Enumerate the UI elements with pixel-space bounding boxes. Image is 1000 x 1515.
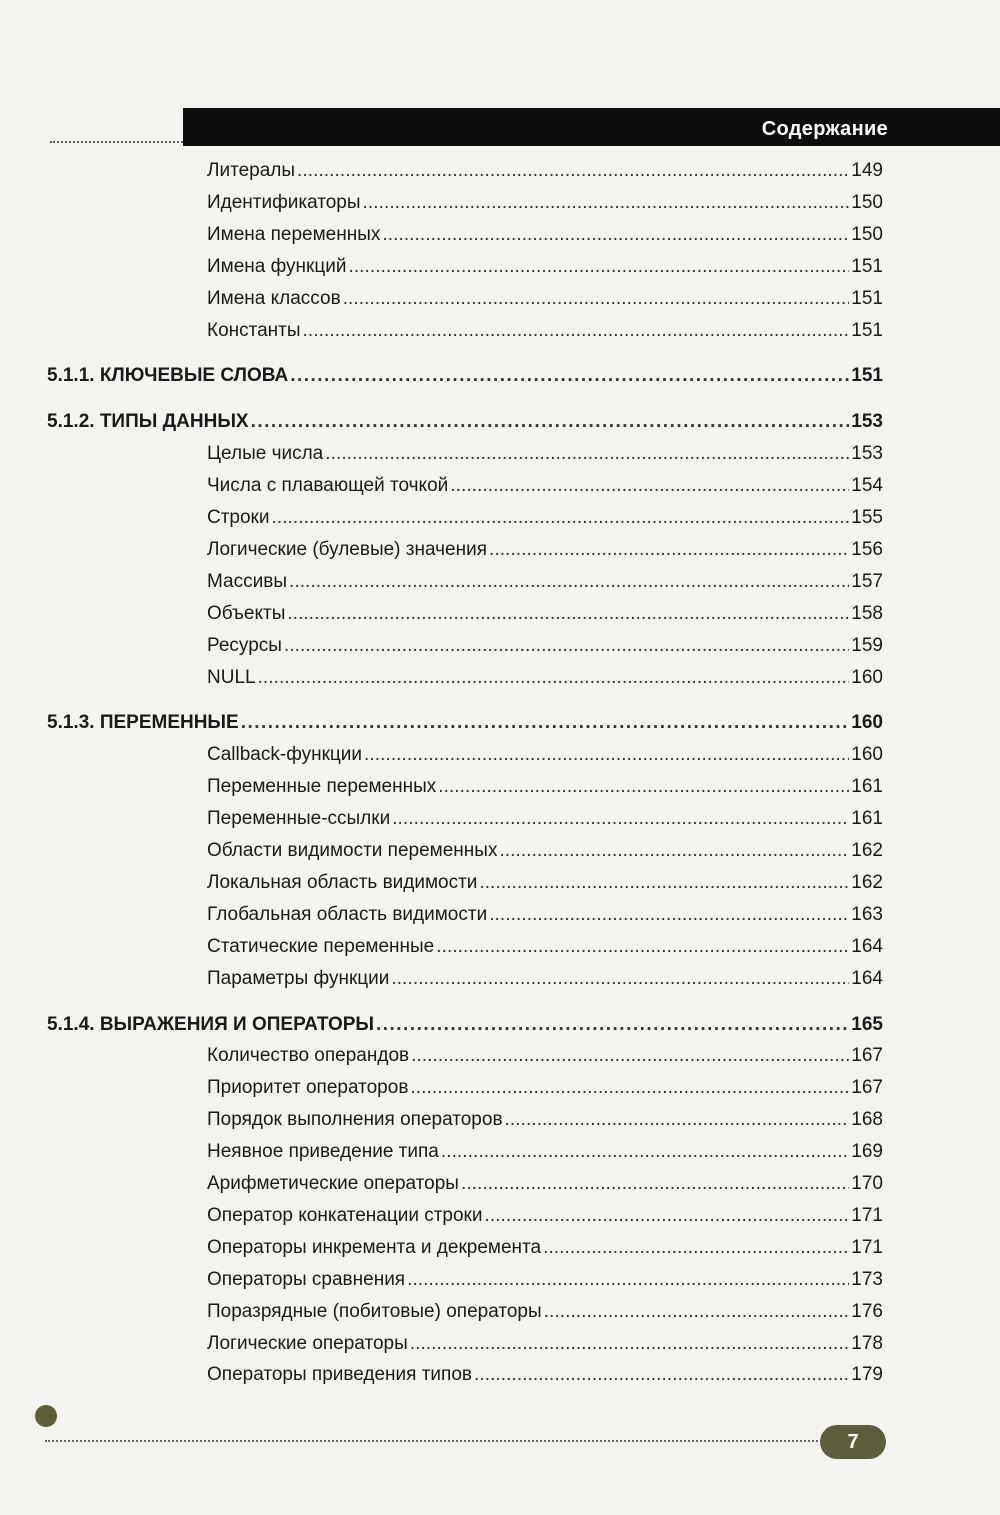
toc-entry-row [207, 635, 883, 657]
toc-entry-row [207, 1205, 883, 1227]
toc-entry-row [207, 936, 883, 958]
toc-entry-title: Неявное приведение типа [207, 1141, 439, 1163]
dot-leader [297, 160, 849, 182]
toc-entry-title: Переменные-ссылки [207, 808, 391, 830]
toc-entry-title: Имена переменных [207, 223, 381, 245]
toc-page-number: 171 [851, 1204, 883, 1226]
toc-entry-row [207, 1173, 883, 1195]
dot-leader [474, 1364, 849, 1386]
toc-page-number: 173 [851, 1268, 883, 1290]
toc-entry-title: Области видимости переменных [207, 840, 498, 861]
toc-entry-title: Логические (булевые) значения [207, 538, 487, 560]
dot-leader [543, 1237, 849, 1259]
toc-entry-title: Операторы сравнения [207, 1268, 406, 1290]
dot-leader [489, 904, 849, 926]
dot-leader [303, 320, 850, 342]
toc-entry-title: Поразрядные (побитовые) операторы [207, 1300, 542, 1322]
dot-leader [438, 776, 849, 798]
toc-entry-row [207, 1301, 883, 1323]
toc-entry-title: Идентификаторы [207, 191, 361, 213]
toc-entry-title: Порядок выполнения операторов [207, 1109, 503, 1131]
toc-entry-row [207, 1269, 883, 1291]
toc-page-number: 160 [851, 666, 883, 688]
toc-entry-title: Параметры функции [207, 967, 390, 989]
toc-entry-title: Callback-функции [207, 744, 363, 766]
toc-entry-row [207, 256, 883, 278]
toc-page-number: 163 [851, 903, 883, 925]
toc-entry-row [207, 192, 883, 214]
toc-page-number: 179 [851, 1364, 883, 1386]
toc-entry-row [207, 808, 883, 830]
toc-entry-title: Целые числа [207, 443, 324, 465]
dot-leader [271, 507, 849, 529]
toc-entry-title: Статические переменные [207, 935, 435, 957]
toc-entry-row [207, 1237, 883, 1259]
dot-leader [382, 224, 849, 246]
toc-page-number: 162 [851, 871, 883, 893]
toc-entry-title: Числа с плавающей точкой [207, 475, 449, 497]
dot-leader [407, 1269, 849, 1291]
toc-entry-row [207, 475, 883, 497]
toc-entry-title: Строки [207, 507, 270, 528]
toc-page-number: 168 [851, 1109, 883, 1131]
dot-leader [376, 1014, 849, 1036]
toc-section-row [47, 365, 883, 387]
toc-entry-title: Объекты [207, 602, 286, 624]
dot-leader [484, 1205, 849, 1227]
toc-entry-title: Количество операндов [207, 1045, 410, 1067]
dot-leader [363, 192, 850, 214]
dot-leader [450, 475, 849, 497]
toc-entry-title: Арифметические операторы [207, 1173, 459, 1194]
dot-leader [505, 1109, 850, 1131]
toc-page-number: 153 [851, 411, 883, 433]
toc-entry-title: Оператор конкатенации строки [207, 1204, 483, 1226]
toc-entry-title: Константы [207, 319, 301, 341]
dot-leader [489, 539, 849, 561]
toc-page-number: 164 [851, 967, 883, 989]
toc-entry-title: Имена функций [207, 255, 347, 277]
toc-entry-row [207, 1141, 883, 1163]
dot-leader [479, 872, 849, 894]
toc-entry-row [207, 224, 883, 246]
toc-page-number: 169 [851, 1141, 883, 1163]
dot-leader [410, 1077, 849, 1099]
toc-entry-title: Приоритет операторов [207, 1077, 409, 1099]
toc-entry-title: Массивы [207, 570, 287, 592]
toc-section-title: 5.1.1. КЛЮЧЕВЫЕ СЛОВА [47, 365, 289, 387]
toc-page-number: 162 [851, 840, 883, 861]
dot-leader [348, 256, 849, 278]
header-dotted-rule [50, 141, 183, 143]
dot-leader [343, 288, 850, 310]
toc-entry-row [207, 667, 883, 689]
toc-entry-row [207, 744, 883, 766]
toc-page-number: 151 [851, 255, 883, 277]
toc-page-number: 160 [851, 712, 883, 734]
toc-entry-row [207, 1077, 883, 1099]
toc-page-number: 154 [851, 475, 883, 497]
toc-section-title: 5.1.2. ТИПЫ ДАННЫХ [47, 411, 249, 433]
toc-entry-title: Переменные переменных [207, 776, 437, 798]
toc-entry-row [207, 776, 883, 798]
toc-entry-row [207, 872, 883, 894]
toc-entry-title: Операторы приведения типов [207, 1364, 472, 1386]
toc-entry-row [207, 1109, 883, 1131]
toc-entry-row [207, 539, 883, 561]
toc-entry-row [207, 1364, 883, 1386]
toc-entry-row [207, 160, 883, 182]
toc-section-row [47, 1014, 883, 1036]
toc-entry-row [207, 904, 883, 926]
dot-leader [436, 936, 849, 958]
toc-entry-title: Глобальная область видимости [207, 903, 488, 925]
toc-entry-title: NULL [207, 666, 256, 688]
toc-page-number: 159 [851, 634, 883, 656]
toc-section-row [47, 712, 883, 734]
dot-leader [284, 635, 849, 657]
toc-section-title: 5.1.4. ВЫРАЖЕНИЯ И ОПЕРАТОРЫ [47, 1013, 375, 1035]
dot-leader [289, 571, 849, 593]
toc-entry-row [207, 571, 883, 593]
toc-entry-title: Операторы инкремента и декремента [207, 1236, 542, 1258]
toc-entry-row [207, 1045, 883, 1067]
dot-leader [391, 968, 849, 990]
toc-page-number: 167 [851, 1045, 883, 1067]
toc-entry-row [207, 320, 883, 342]
toc-page-number: 161 [851, 776, 883, 798]
toc-page-number: 153 [851, 443, 883, 465]
dot-leader [287, 603, 849, 625]
toc-page-number: 155 [851, 507, 883, 528]
toc-entry-row [207, 507, 883, 529]
toc-page-number: 170 [851, 1173, 883, 1194]
toc-entry-row [207, 603, 883, 625]
toc-page-number: 164 [851, 935, 883, 957]
dot-leader [251, 411, 850, 433]
toc-page-number: 156 [851, 538, 883, 560]
dot-leader [441, 1141, 849, 1163]
toc-page-number: 176 [851, 1300, 883, 1322]
toc-section-row [47, 411, 883, 433]
dot-leader [499, 840, 849, 862]
dot-leader [364, 744, 849, 766]
toc-section-title: 5.1.3. ПЕРЕМЕННЫЕ [47, 712, 239, 734]
toc-entry-row [207, 968, 883, 990]
footer-circle-ornament [35, 1405, 57, 1427]
toc-entry-row [207, 840, 883, 862]
dot-leader [410, 1333, 850, 1355]
toc-page-number: 178 [851, 1332, 883, 1354]
toc-page-number: 150 [851, 223, 883, 245]
toc-page-number: 160 [851, 744, 883, 766]
page-title: Содержание [761, 118, 888, 140]
toc-entry-title: Локальная область видимости [207, 871, 478, 893]
dot-leader [241, 712, 850, 734]
dot-leader [258, 667, 850, 689]
footer-dotted-rule [45, 1440, 825, 1442]
dot-leader [544, 1301, 850, 1323]
toc-entry-title: Логические операторы [207, 1332, 408, 1354]
toc-entry-title: Ресурсы [207, 634, 282, 656]
dot-leader [392, 808, 849, 830]
page-number-badge: 7 [820, 1425, 886, 1459]
toc-entry-title: Литералы [207, 160, 296, 181]
toc-page-number: 165 [851, 1013, 883, 1035]
dot-leader [325, 443, 849, 465]
toc-entry-row [207, 288, 883, 310]
toc-entry-row [207, 1333, 883, 1355]
toc-page-number: 149 [851, 160, 883, 181]
toc-page-number: 171 [851, 1236, 883, 1258]
toc-entry-row [207, 443, 883, 465]
toc-page-number: 151 [851, 319, 883, 341]
toc-page-number: 161 [851, 808, 883, 830]
toc-page-number: 151 [851, 365, 883, 387]
toc-page-number: 157 [851, 570, 883, 592]
dot-leader [461, 1173, 849, 1195]
toc-page-number: 151 [851, 287, 883, 309]
toc-page-number: 150 [851, 191, 883, 213]
dot-leader [411, 1045, 849, 1067]
dot-leader [290, 365, 849, 387]
toc-entry-title: Имена классов [207, 287, 341, 309]
toc-page-number: 158 [851, 602, 883, 624]
toc-page-number: 167 [851, 1077, 883, 1099]
